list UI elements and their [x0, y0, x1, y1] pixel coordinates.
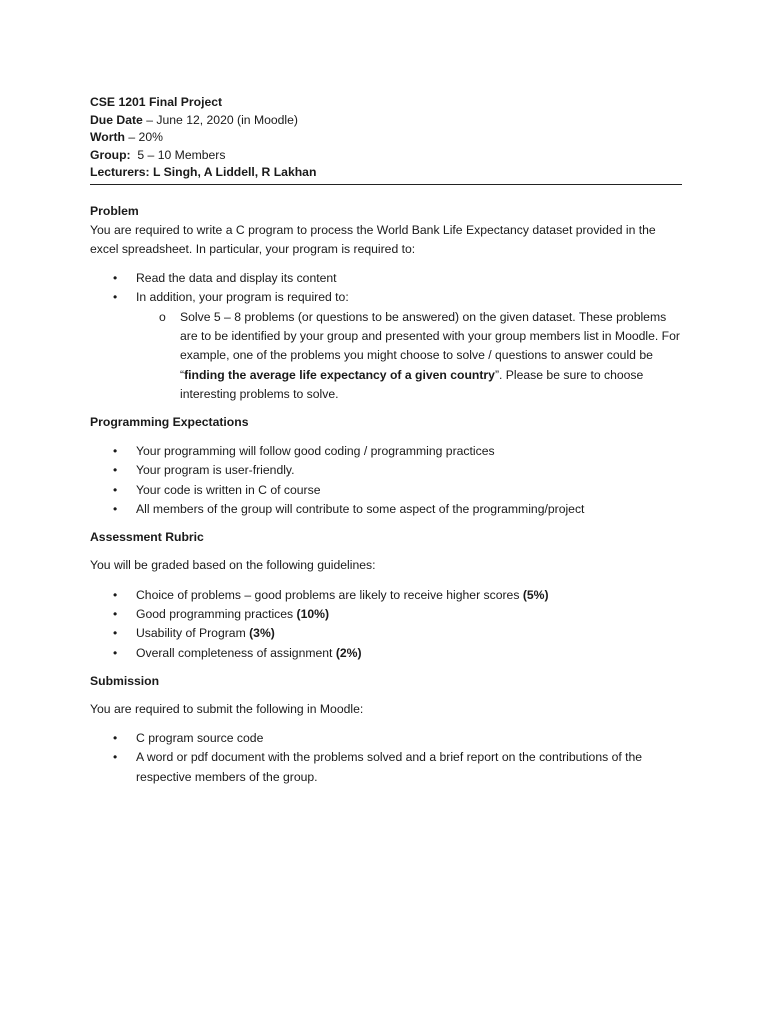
list-item [90, 624, 682, 643]
bullet-text: C program source code [136, 731, 264, 746]
rubric-item-weight: (5%) [522, 587, 549, 602]
group-value: 5 – 10 Members [130, 147, 226, 162]
project-title: CSE 1201 Final Project [90, 95, 223, 109]
list-item [90, 644, 682, 663]
rubric-item-text: Choice of problems – good problems are likely to receive higher scores [136, 587, 523, 602]
due-date-value: – June 12, 2020 (in Moodle) [142, 112, 298, 127]
worth-value: – 20% [124, 130, 163, 144]
bullet-glyph: • [113, 444, 118, 459]
rubric-heading: Assessment Rubric [90, 530, 204, 545]
bullet-text: All members of the group will contribute to some aspect of the programming/project [136, 502, 585, 517]
bullet-glyph: • [113, 482, 118, 497]
lecturers-label: Lecturers: [90, 165, 150, 179]
bullet-glyph: • [113, 463, 118, 478]
sub-bullet-glyph: o [159, 309, 166, 324]
list-item [90, 586, 682, 605]
list-item [90, 748, 682, 787]
sub-bullet-text-start: Solve 5 – 8 problems (or questions to be answered) on the given dataset. These problems are to be identified by your group and presented with your group members list in Moodle. For example, one of the problems you might choose to solve / questions to answer could be “ [180, 309, 680, 382]
bullet-glyph: • [113, 731, 118, 746]
problem-bullets [90, 269, 682, 404]
group-label: Group: [90, 147, 131, 162]
problem-intro: You are required to write a C program to process the World Bank Life Expectancy dataset provided in the excel spreadsheet. In particular, your program is required to: [90, 222, 656, 256]
rubric-item-text: Usability of Program [136, 626, 250, 641]
bullet-text: Your program is user-friendly. [136, 463, 295, 478]
bullet-glyph: • [113, 587, 118, 602]
list-item [90, 605, 682, 624]
rubric-item-weight: (10%) [296, 606, 330, 621]
bullet-text: Read the data and display its content [136, 271, 337, 286]
lecturers-line [90, 164, 682, 182]
list-item [90, 500, 682, 519]
bullet-text: Your programming will follow good coding / programming practices [136, 444, 495, 459]
rubric-item-text: Good programming practices [136, 606, 297, 621]
sub-bullet-text-bold: finding the average life expectancy of a given country [184, 367, 495, 382]
bullet-glyph: • [113, 645, 118, 660]
bullet-glyph: • [113, 750, 118, 765]
submission-intro: You are required to submit the following in Moodle: [90, 701, 364, 716]
due-date-label: Due Date [90, 112, 143, 127]
problem-section [90, 202, 682, 405]
problem-sub-bullets [136, 308, 682, 404]
list-item [90, 481, 682, 500]
bullet-glyph: • [113, 606, 118, 621]
bullet-glyph: • [113, 626, 118, 641]
lecturers-value: L Singh, A Liddell, R Lakhan [149, 165, 317, 179]
header-divider [90, 184, 682, 185]
rubric-item-weight: (3%) [249, 626, 275, 641]
list-item [90, 288, 682, 404]
document-header [90, 94, 682, 182]
expectations-heading: Programming Expectations [90, 415, 249, 430]
bullet-text: A word or pdf document with the problems solved and a brief report on the contributions of the respective members of the group. [136, 750, 643, 784]
sub-bullet-text-end: ”. Please be sure to choose interesting problems to solve. [180, 367, 644, 401]
expectations-bullets [90, 442, 682, 519]
rubric-section [90, 528, 682, 662]
rubric-bullets [90, 586, 682, 663]
group-line [90, 147, 682, 165]
submission-heading: Submission [90, 673, 160, 688]
rubric-item-text: Overall completeness of assignment [136, 645, 336, 660]
list-item [90, 442, 682, 461]
rubric-intro: You will be graded based on the following guidelines: [90, 558, 376, 573]
due-date-line [90, 112, 682, 130]
list-item [90, 729, 682, 748]
bullet-text: In addition, your program is required to: [136, 290, 349, 305]
bullet-glyph: • [113, 502, 118, 517]
document-content [90, 94, 682, 787]
sub-list-item [136, 308, 682, 404]
bullet-glyph: • [113, 290, 118, 305]
bullet-text: Your code is written in C of course [136, 482, 321, 497]
submission-bullets [90, 729, 682, 787]
bullet-glyph: • [113, 271, 118, 286]
submission-section [90, 672, 682, 787]
problem-heading: Problem [90, 203, 139, 218]
worth-line [90, 129, 682, 147]
rubric-item-weight: (2%) [335, 645, 362, 660]
worth-label: Worth [90, 130, 125, 144]
expectations-section [90, 413, 682, 519]
list-item [90, 269, 682, 288]
list-item [90, 461, 682, 480]
